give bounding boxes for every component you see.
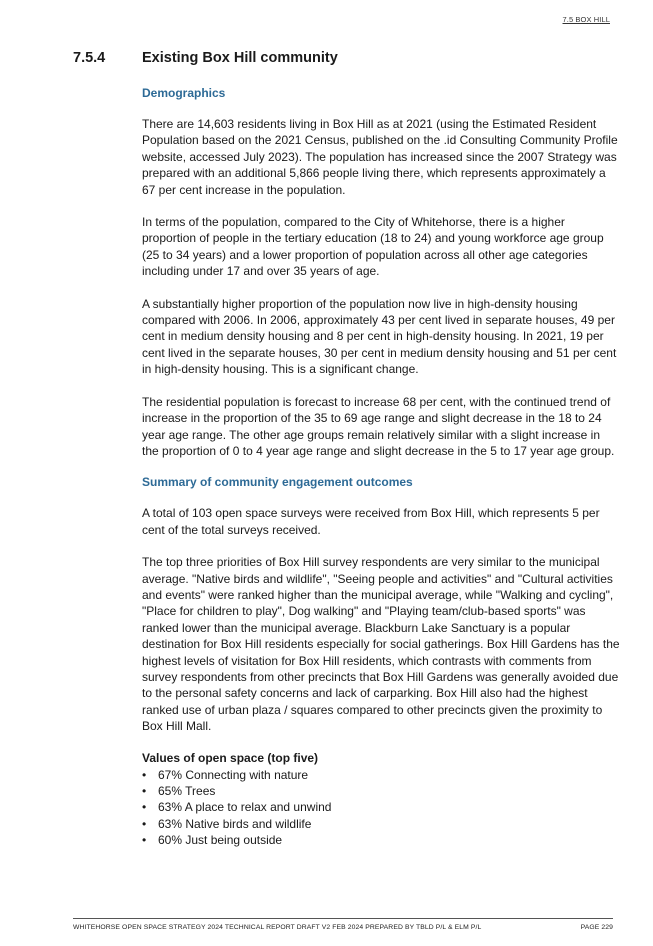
section-title: Existing Box Hill community bbox=[142, 50, 338, 66]
list-item-text: 60% Just being outside bbox=[158, 833, 283, 848]
list-item-text: 63% A place to relax and unwind bbox=[158, 800, 332, 815]
engagement-paragraph: The top three priorities of Box Hill survey respondents are very similar to the municipal average. "Native birds and wildlife", "Seeing people and activities" and "Cultural activities and events" were ranked higher than the municipal average, while "Walking and cycling", "Place for children to play", Dog walking" and "Playing team/club-based sports" was ranked lower than the municipal average. Blackburn Lake Sanctuary is a popular destination for Box Hill residents especially for social gatherings. Box Hill Gardens has the highest levels of visitation for Box Hill residents, which contrasts with comments from survey respondents from other precincts that Box Hill Gardens was generally avoided due to the personal safety concerns and lack of carparking. Box Hill also had the highest ranked use of urban plaza / squares compared to other precincts given the proximity to Box Hill Mall. bbox=[142, 555, 620, 734]
list-item-text: 65% Trees bbox=[158, 784, 216, 798]
list-item bbox=[142, 783, 620, 799]
section-number: 7.5.4 bbox=[73, 50, 106, 66]
list-item bbox=[142, 832, 620, 848]
main-content bbox=[142, 86, 620, 849]
list-item bbox=[142, 767, 620, 783]
demographics-heading: Demographics bbox=[142, 86, 226, 100]
demographics-paragraph: There are 14,603 residents living in Box Hill as at 2021 (using the Estimated Resident Population based on the 2021 Census, published on the .id Consulting Community Profile website, accessed July 2023). The population has increased since the 2007 Strategy was prepared with an additional 5,866 people living there, which represents approximately a 67 per cent increase in the population. bbox=[142, 117, 618, 197]
bullet-icon: • bbox=[142, 816, 147, 831]
bullet-icon: • bbox=[142, 784, 147, 798]
list-item bbox=[142, 799, 620, 815]
engagement-paragraph: A total of 103 open space surveys were received from Box Hill, which represents 5 per cent of the total surveys received. bbox=[142, 506, 600, 537]
footer-document-info: WHITEHORSE OPEN SPACE STRATEGY 2024 TECHNICAL REPORT DRAFT V2 FEB 2024 PREPARED BY TBLD P/L & ELM P/L bbox=[73, 924, 482, 931]
demographics-paragraph: The residential population is forecast to increase 68 per cent, with the continued trend of increase in the proportion of the 35 to 69 age range and slight decrease in the 18 to 24 year age range. The other age groups remain relatively similar with a slight increase in the proportion of 0 to 4 year age range and slight decrease in the 5 to 17 year age group. bbox=[142, 394, 615, 458]
running-head: 7.5 BOX HILL bbox=[562, 15, 610, 24]
bullet-icon: • bbox=[142, 800, 147, 815]
list-item-text: 63% Native birds and wildlife bbox=[158, 816, 312, 831]
page-footer bbox=[73, 924, 613, 931]
values-heading: Values of open space (top five) bbox=[142, 750, 319, 765]
list-item-text: 67% Connecting with nature bbox=[158, 767, 309, 782]
bullet-icon: • bbox=[142, 767, 147, 782]
demographics-paragraph: In terms of the population, compared to the City of Whitehorse, there is a higher proportion of people in the tertiary education (18 to 24) and young workforce age group (25 to 34 years) and a lower proportion of population across all other age categories including under 17 and over 35 years of age. bbox=[142, 215, 604, 279]
list-item bbox=[142, 816, 620, 832]
footer-divider bbox=[73, 918, 613, 919]
bullet-icon: • bbox=[142, 833, 147, 848]
demographics-paragraph: A substantially higher proportion of the population now live in high-density housing compared with 2006. In 2006, approximately 43 per cent lived in separate houses, 49 per cent in medium density housing and 8 per cent in high-density housing. In 2021, 19 per cent lived in the separate houses, 30 per cent in medium density housing and 51 per cent in high-density housing. This is a significant change. bbox=[142, 296, 617, 377]
section-heading bbox=[73, 50, 613, 66]
values-list bbox=[142, 767, 620, 849]
page-number: PAGE 229 bbox=[580, 924, 613, 931]
engagement-heading: Summary of community engagement outcomes bbox=[142, 475, 413, 490]
